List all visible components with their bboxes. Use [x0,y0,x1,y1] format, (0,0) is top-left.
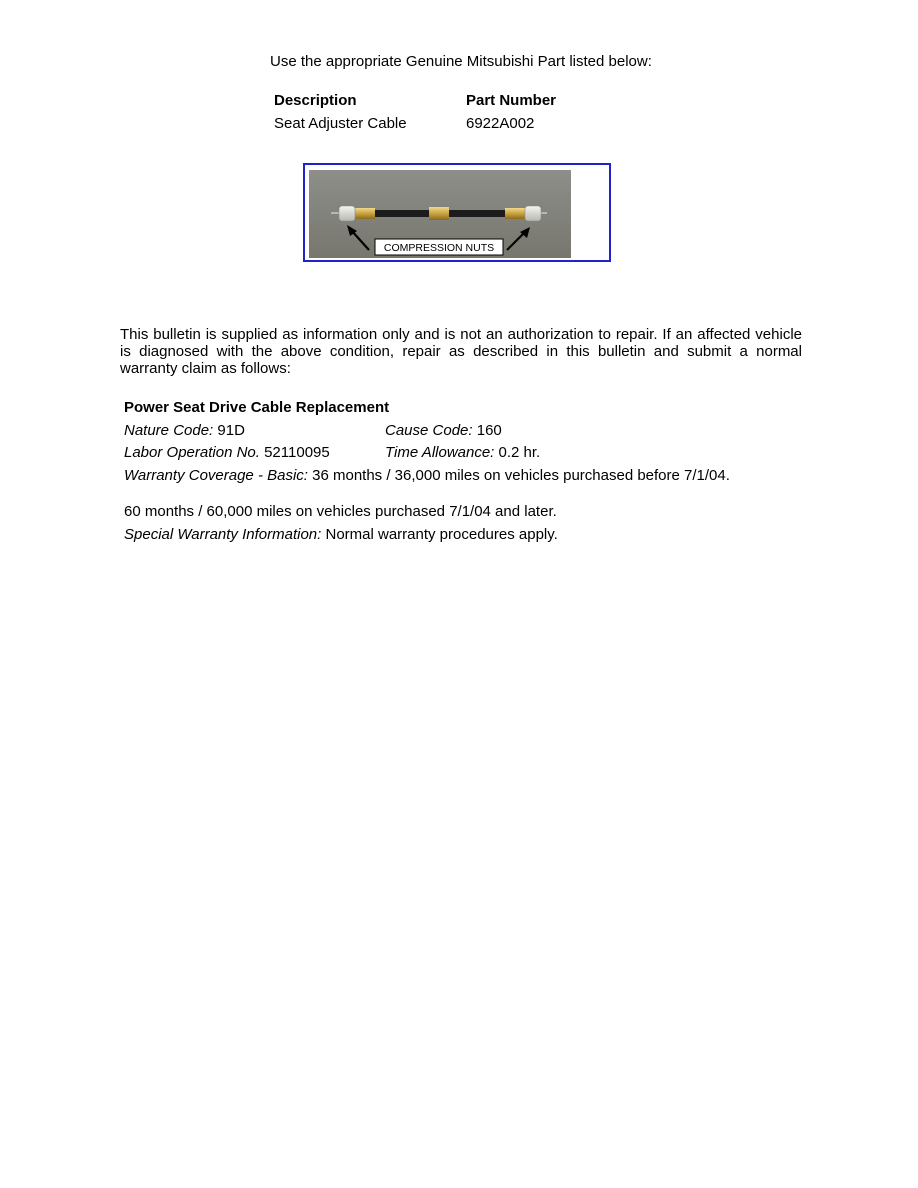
part-number-header: Part Number [466,92,557,109]
right-fitting [505,208,525,219]
time-allowance-label: Time Allowance: [385,444,495,461]
left-fitting [355,208,375,219]
cause-code-value: 160 [472,422,502,439]
time-allowance-value: 0.2 hr. [494,444,541,461]
part-number-cell: 6922A002 [466,115,535,132]
warranty-basic-row [124,467,730,484]
part-photo-frame [303,163,611,262]
right-compression-nut [525,206,541,221]
intro-text: Use the appropriate Genuine Mitsubishi Part listed below: [270,53,652,70]
callout-label: COMPRESSION NUTS [383,242,495,254]
description-header: Description [274,92,357,109]
special-warranty-value: Normal warranty procedures apply. [321,526,558,543]
labor-operation-label: Labor Operation No. [124,444,260,461]
nature-code-label: Nature Code: [124,422,214,439]
warranty-basic-label: Warranty Coverage - Basic: [124,467,308,484]
warranty-extended-line: 60 months / 60,000 miles on vehicles purchased 7/1/04 and later. [124,503,557,520]
center-fitting [429,207,449,220]
labor-operation-value: 52110095 [259,444,330,461]
cause-code-row [385,422,502,439]
cause-code-label: Cause Code: [385,422,473,439]
labor-operation-row [124,444,330,461]
nature-code-row [124,422,245,439]
left-compression-nut [339,206,355,221]
time-allowance-row [385,444,540,461]
special-warranty-label: Special Warranty Information: [124,526,322,543]
special-warranty-row [124,526,558,543]
seat-adjuster-cable-photo [309,170,571,258]
bulletin-paragraph: This bulletin is supplied as information only and is not an authorization to repair. If an affected vehicle is diagnosed with the above condition, repair as described in this bulletin and submit a normal warranty claim as follows: [120,326,802,377]
nature-code-value: 91D [213,422,245,439]
claim-title: Power Seat Drive Cable Replacement [124,399,390,416]
warranty-basic-value: 36 months / 36,000 miles on vehicles purchased before 7/1/04. [307,467,730,484]
part-description-cell: Seat Adjuster Cable [274,115,407,132]
